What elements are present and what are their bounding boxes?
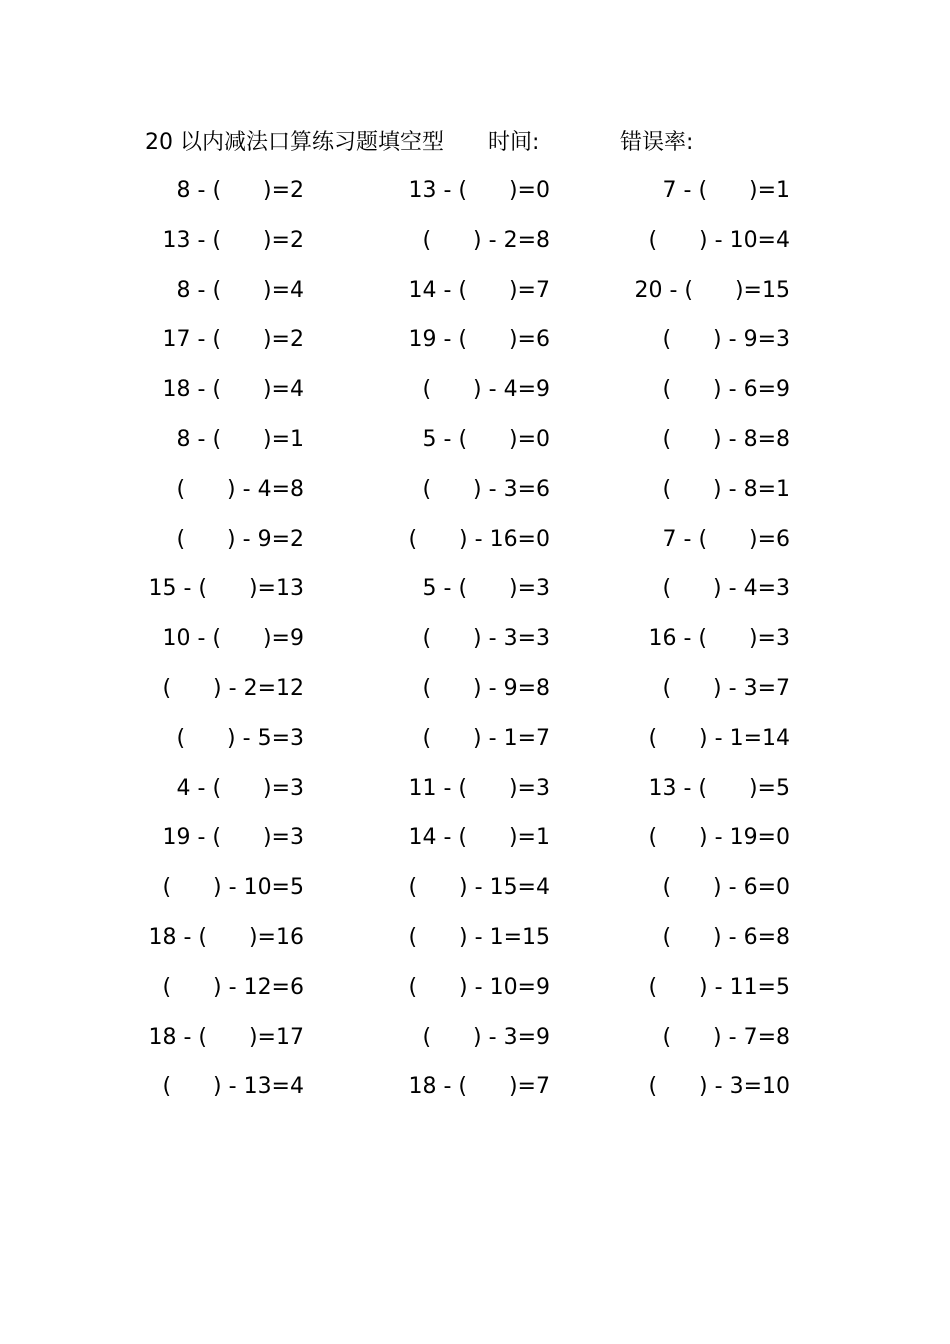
problem-grid <box>140 174 800 1120</box>
problem-item: 18 - ( )=7 <box>408 1074 550 1100</box>
problem-item: 14 - ( )=1 <box>408 825 550 851</box>
problem-row <box>140 224 800 274</box>
problem-item: ( ) - 4=9 <box>422 377 550 403</box>
problem-item: 10 - ( )=9 <box>162 626 304 652</box>
problem-item: 15 - ( )=13 <box>148 576 304 602</box>
problem-item: ( ) - 1=15 <box>408 924 550 950</box>
problem-item: 16 - ( )=3 <box>648 626 790 652</box>
problem-item: 7 - ( )=1 <box>662 178 790 203</box>
problem-row <box>140 473 800 523</box>
worksheet-header <box>145 126 785 160</box>
problem-item: ( ) - 5=3 <box>176 725 304 751</box>
problem-item: 18 - ( )=16 <box>148 924 304 950</box>
problem-item: ( ) - 3=3 <box>422 626 550 652</box>
problem-item: ( ) - 9=3 <box>662 327 790 353</box>
problem-row <box>140 1021 800 1071</box>
problem-row <box>140 622 800 672</box>
problem-item: ( ) - 13=4 <box>162 1074 304 1100</box>
problem-item: ( ) - 3=9 <box>422 1024 550 1050</box>
problem-item: 11 - ( )=3 <box>408 775 550 801</box>
worksheet-title: 20 以内减法口算练习题填空型 <box>145 130 444 155</box>
problem-item: ( ) - 1=14 <box>648 725 790 751</box>
problem-item: 18 - ( )=17 <box>148 1024 304 1050</box>
problem-row <box>140 274 800 324</box>
problem-item: ( ) - 8=1 <box>662 476 790 502</box>
problem-item: 19 - ( )=3 <box>162 825 304 851</box>
problem-item: 13 - ( )=2 <box>162 227 304 253</box>
problem-row <box>140 772 800 822</box>
problem-item: 5 - ( )=3 <box>422 576 550 602</box>
problem-item: 5 - ( )=0 <box>422 426 550 452</box>
problem-item: ( ) - 7=8 <box>662 1024 790 1050</box>
problem-item: ( ) - 1=7 <box>422 725 550 751</box>
problem-item: 8 - ( )=4 <box>176 277 304 303</box>
problem-item: ( ) - 3=10 <box>648 1074 790 1100</box>
problem-item: 7 - ( )=6 <box>662 526 790 552</box>
problem-item: ( ) - 4=3 <box>662 576 790 602</box>
problem-item: ( ) - 10=5 <box>162 875 304 901</box>
problem-item: ( ) - 15=4 <box>408 875 550 901</box>
problem-row <box>140 323 800 373</box>
problem-item: 19 - ( )=6 <box>408 327 550 353</box>
problem-row <box>140 423 800 473</box>
problem-row <box>140 871 800 921</box>
problem-row <box>140 1070 800 1120</box>
problem-item: ( ) - 6=0 <box>662 875 790 901</box>
problem-item: 8 - ( )=2 <box>176 178 304 203</box>
problem-row <box>140 821 800 871</box>
problem-row <box>140 971 800 1021</box>
error-rate-label: 错误率: <box>620 130 694 155</box>
problem-row <box>140 174 800 224</box>
problem-item: ( ) - 12=6 <box>162 974 304 1000</box>
problem-item: ( ) - 10=4 <box>648 227 790 253</box>
problem-item: ( ) - 2=12 <box>162 675 304 701</box>
problem-item: ( ) - 19=0 <box>648 825 790 851</box>
problem-item: ( ) - 3=6 <box>422 476 550 502</box>
problem-item: 20 - ( )=15 <box>634 277 790 303</box>
problem-row <box>140 672 800 722</box>
problem-row <box>140 523 800 573</box>
problem-row <box>140 921 800 971</box>
problem-item: 13 - ( )=5 <box>648 775 790 801</box>
problem-row <box>140 373 800 423</box>
problem-item: 4 - ( )=3 <box>176 775 304 801</box>
problem-item: 8 - ( )=1 <box>176 426 304 452</box>
problem-item: ( ) - 9=8 <box>422 675 550 701</box>
problem-item: ( ) - 2=8 <box>422 227 550 253</box>
problem-item: ( ) - 4=8 <box>176 476 304 502</box>
problem-item: 14 - ( )=7 <box>408 277 550 303</box>
problem-item: ( ) - 9=2 <box>176 526 304 552</box>
problem-item: ( ) - 8=8 <box>662 426 790 452</box>
problem-item: ( ) - 16=0 <box>408 526 550 552</box>
time-label: 时间: <box>488 130 540 155</box>
problem-item: ( ) - 10=9 <box>408 974 550 1000</box>
problem-row <box>140 722 800 772</box>
problem-item: ( ) - 6=9 <box>662 377 790 403</box>
problem-item: ( ) - 6=8 <box>662 924 790 950</box>
problem-item: ( ) - 3=7 <box>662 675 790 701</box>
problem-item: 18 - ( )=4 <box>162 377 304 403</box>
problem-item: 17 - ( )=2 <box>162 327 304 353</box>
problem-row <box>140 572 800 622</box>
problem-item: ( ) - 11=5 <box>648 974 790 1000</box>
problem-item: 13 - ( )=0 <box>408 178 550 203</box>
